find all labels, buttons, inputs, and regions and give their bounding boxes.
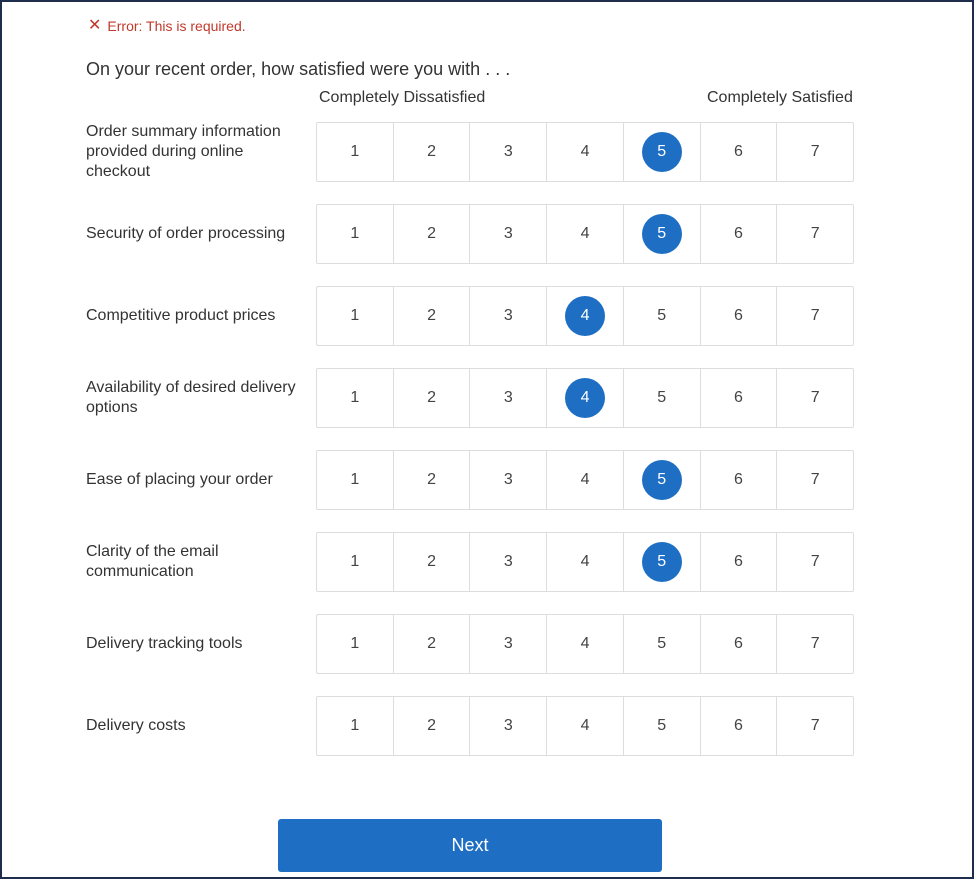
rating-option-1[interactable] [317, 205, 394, 263]
rating-option-number: 5 [642, 132, 682, 172]
rating-option-2[interactable] [394, 615, 471, 673]
rating-option-4[interactable] [547, 451, 624, 509]
rating-option-3[interactable] [470, 123, 547, 181]
rating-option-number: 2 [427, 143, 437, 160]
scale-left-label: Completely Dissatisfied [319, 89, 486, 106]
rating-row [2, 696, 974, 756]
rating-row [2, 532, 974, 592]
rating-option-number: 7 [810, 553, 820, 570]
rating-option-number: 7 [810, 225, 820, 242]
rating-option-number: 4 [580, 225, 590, 242]
rating-option-number: 2 [427, 225, 437, 242]
error-text: Error: This is required. [107, 18, 246, 34]
rating-option-number: 4 [580, 553, 590, 570]
rating-option-1[interactable] [317, 287, 394, 345]
rating-option-number: 1 [350, 471, 360, 488]
rating-options [316, 368, 854, 428]
rating-option-number: 5 [657, 635, 667, 652]
rating-option-number: 2 [427, 635, 437, 652]
rating-option-number: 1 [350, 717, 360, 734]
rating-row [2, 614, 974, 674]
rating-option-number: 1 [350, 143, 360, 160]
rating-option-number: 3 [503, 225, 513, 242]
rating-option-number: 5 [657, 307, 667, 324]
rating-option-5[interactable] [624, 615, 701, 673]
rating-option-number: 2 [427, 553, 437, 570]
rating-options [316, 696, 854, 756]
rating-option-1[interactable] [317, 123, 394, 181]
rating-option-number: 6 [734, 717, 743, 734]
error-x-icon: ✕ [88, 17, 102, 34]
rating-options [316, 286, 854, 346]
rating-option-5[interactable] [624, 287, 701, 345]
rating-option-number: 5 [657, 389, 667, 406]
rating-option-number: 2 [427, 471, 437, 488]
rating-option-number: 4 [580, 143, 590, 160]
rating-option-number: 4 [580, 471, 590, 488]
rating-option-3[interactable] [470, 287, 547, 345]
rating-options [316, 532, 854, 592]
row-label: Order summary information provided during online checkout [86, 123, 281, 180]
rating-option-2[interactable] [394, 369, 471, 427]
rating-option-number: 3 [503, 471, 513, 488]
rating-option-6[interactable] [701, 369, 778, 427]
rating-option-number: 7 [810, 143, 820, 160]
rating-option-3[interactable] [470, 205, 547, 263]
rating-option-7[interactable] [777, 697, 853, 755]
rating-option-number: 5 [642, 214, 682, 254]
rating-option-number: 2 [427, 389, 437, 406]
rating-option-6[interactable] [701, 615, 778, 673]
rating-option-2[interactable] [394, 123, 471, 181]
rating-option-6[interactable] [701, 205, 778, 263]
rating-options [316, 450, 854, 510]
rating-option-number: 1 [350, 635, 360, 652]
rating-option-7[interactable] [777, 615, 853, 673]
rating-option-1[interactable] [317, 451, 394, 509]
rating-row [2, 122, 974, 182]
rating-option-2[interactable] [394, 287, 471, 345]
rating-option-number: 4 [565, 378, 605, 418]
rating-option-number: 7 [810, 307, 820, 324]
rating-option-7[interactable] [777, 369, 853, 427]
rating-option-number: 1 [350, 307, 360, 324]
rating-option-5[interactable] [624, 533, 701, 591]
row-label: Delivery tracking tools [86, 635, 243, 652]
rating-option-7[interactable] [777, 287, 853, 345]
rating-option-number: 3 [503, 553, 513, 570]
question-text: On your recent order, how satisfied were you with . . . [86, 59, 511, 79]
rating-option-number: 3 [503, 307, 513, 324]
rating-option-number: 6 [734, 307, 743, 324]
rating-option-number: 3 [503, 717, 513, 734]
rating-option-3[interactable] [470, 615, 547, 673]
rating-option-4[interactable] [547, 697, 624, 755]
row-label: Delivery costs [86, 717, 186, 734]
row-label: Availability of desired delivery options [86, 379, 296, 416]
rating-option-number: 6 [734, 553, 743, 570]
row-label: Security of order processing [86, 225, 286, 242]
rating-option-1[interactable] [317, 615, 394, 673]
rating-option-5[interactable] [624, 123, 701, 181]
rating-option-number: 5 [657, 717, 667, 734]
rating-option-number: 3 [503, 389, 513, 406]
rating-option-6[interactable] [701, 123, 778, 181]
rating-option-number: 4 [580, 717, 590, 734]
row-label: Clarity of the email communication [86, 543, 219, 580]
rating-option-number: 1 [350, 553, 360, 570]
rating-option-6[interactable] [701, 697, 778, 755]
rating-option-4[interactable] [547, 533, 624, 591]
rating-option-number: 3 [503, 143, 513, 160]
rating-row [2, 450, 974, 510]
rating-option-number: 1 [350, 389, 360, 406]
error-message [88, 17, 246, 35]
rating-option-1[interactable] [317, 533, 394, 591]
rating-option-2[interactable] [394, 451, 471, 509]
rating-option-number: 7 [810, 389, 820, 406]
rating-option-number: 6 [734, 389, 743, 406]
rating-option-7[interactable] [777, 533, 853, 591]
rating-option-3[interactable] [470, 369, 547, 427]
rating-option-number: 7 [810, 471, 820, 488]
rating-row [2, 368, 974, 428]
rating-option-number: 6 [734, 635, 743, 652]
rating-option-number: 7 [810, 717, 820, 734]
rating-option-number: 1 [350, 225, 360, 242]
rating-option-5[interactable] [624, 369, 701, 427]
rating-option-number: 4 [565, 296, 605, 336]
scale-right-label: Completely Satisfied [707, 89, 853, 106]
rating-option-5[interactable] [624, 697, 701, 755]
rating-option-number: 7 [810, 635, 820, 652]
rating-option-number: 5 [642, 460, 682, 500]
rating-options [316, 204, 854, 264]
rating-option-number: 6 [734, 471, 743, 488]
rating-option-5[interactable] [624, 451, 701, 509]
rating-option-1[interactable] [317, 369, 394, 427]
rating-option-2[interactable] [394, 205, 471, 263]
rating-option-7[interactable] [777, 205, 853, 263]
rating-option-number: 6 [734, 143, 743, 160]
row-label: Ease of placing your order [86, 471, 273, 488]
rating-option-number: 3 [503, 635, 513, 652]
rating-option-number: 2 [427, 717, 437, 734]
row-label: Competitive product prices [86, 307, 276, 324]
rating-option-7[interactable] [777, 451, 853, 509]
rating-option-number: 4 [580, 635, 590, 652]
rating-option-7[interactable] [777, 123, 853, 181]
rating-option-2[interactable] [394, 697, 471, 755]
rating-option-4[interactable] [547, 369, 624, 427]
rating-option-number: 6 [734, 225, 743, 242]
rating-option-4[interactable] [547, 205, 624, 263]
rating-option-3[interactable] [470, 533, 547, 591]
rating-option-4[interactable] [547, 123, 624, 181]
rating-option-3[interactable] [470, 697, 547, 755]
rating-option-4[interactable] [547, 287, 624, 345]
rating-option-6[interactable] [701, 451, 778, 509]
rating-option-4[interactable] [547, 615, 624, 673]
rating-options [316, 122, 854, 182]
rating-option-5[interactable] [624, 205, 701, 263]
rating-option-1[interactable] [317, 697, 394, 755]
rating-option-2[interactable] [394, 533, 471, 591]
next-button[interactable]: Next [278, 819, 662, 872]
rating-option-number: 5 [642, 542, 682, 582]
rating-option-6[interactable] [701, 287, 778, 345]
rating-options [316, 614, 854, 674]
rating-option-3[interactable] [470, 451, 547, 509]
rating-row [2, 204, 974, 264]
rating-row [2, 286, 974, 346]
rating-option-6[interactable] [701, 533, 778, 591]
rating-option-number: 2 [427, 307, 437, 324]
